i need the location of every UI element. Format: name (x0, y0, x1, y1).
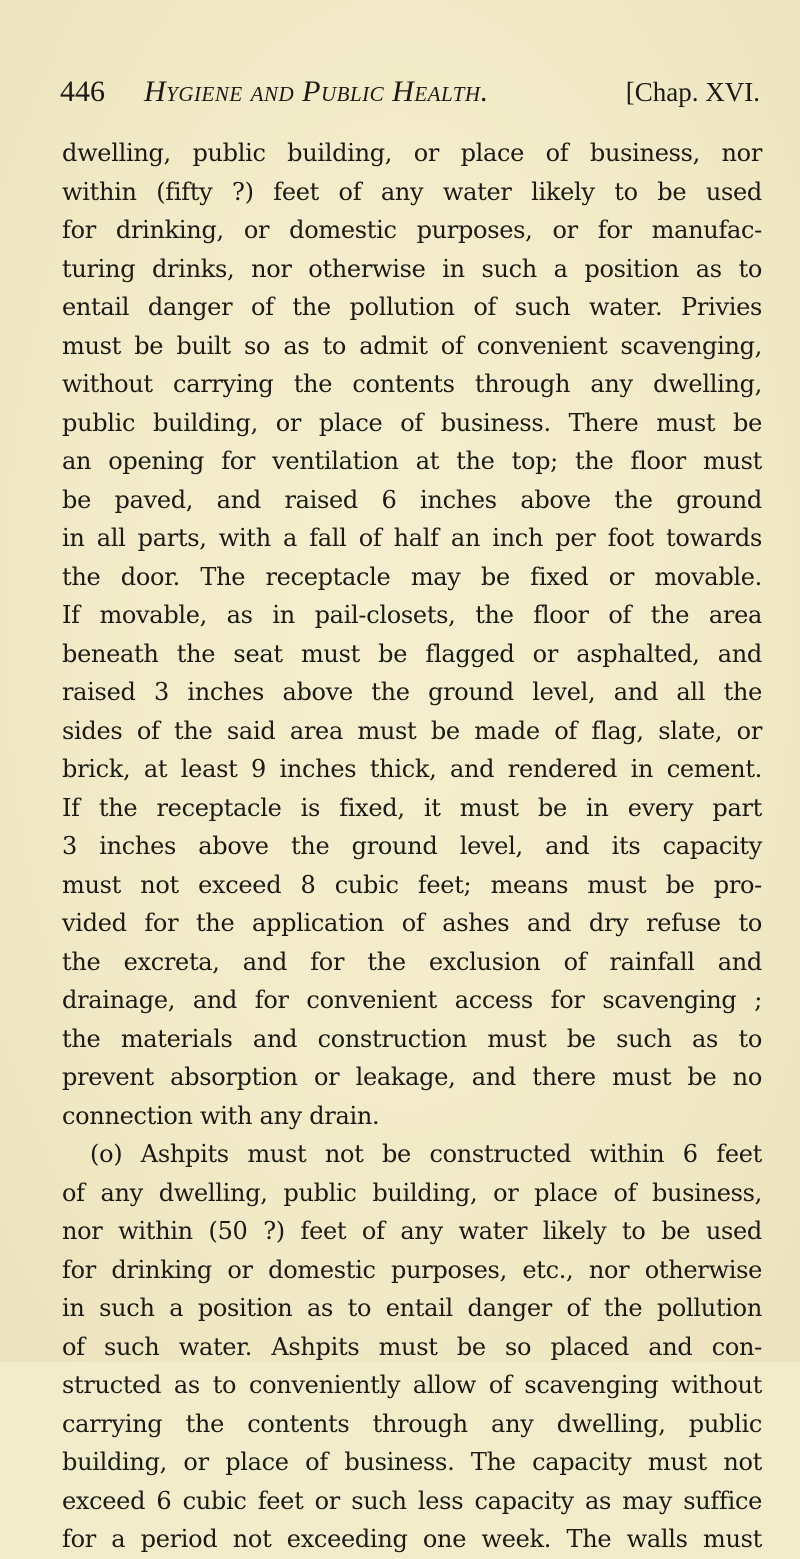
text-line: carrying the contents through any dwelling, public (62, 1409, 762, 1438)
chapter-marker: [Chap. XVI. (625, 77, 760, 107)
text-line: of such water. Ashpits must be so placed and con- (62, 1332, 762, 1361)
text-line: prevent absorption or leakage, and there must be no (62, 1063, 762, 1091)
text-line: drainage, and for convenient access for scavenging ; (62, 986, 762, 1014)
body-text (62, 134, 762, 1559)
text-line: turing drinks, nor otherwise in such a position as to (62, 254, 762, 283)
text-line: an opening for ventilation at the top; the floor must (62, 447, 762, 475)
text-line: connection with any drain. (62, 1101, 380, 1130)
text-line: beneath the seat must be flagged or asphalted, and (62, 639, 762, 668)
text-line: within (fifty ?) feet of any water likely to be used (62, 177, 762, 206)
text-line: the materials and construction must be such as to (62, 1024, 762, 1053)
text-line: must be built so as to admit of convenient scavenging, (62, 331, 762, 360)
text-line: the door. The receptacle may be fixed or movable. (62, 562, 762, 591)
text-line: for drinking or domestic purposes, etc., nor otherwise (62, 1255, 762, 1284)
text-line: must not exceed 8 cubic feet; means must be pro- (62, 870, 762, 899)
running-title: Hygiene and Public Health. (144, 75, 489, 108)
text-line: entail danger of the pollution of such water. Privies (62, 293, 762, 321)
text-line: dwelling, public building, or place of business, nor (62, 139, 762, 167)
text-line: (o) Ashpits must not be constructed within 6 feet (90, 1140, 762, 1168)
running-head (60, 72, 760, 112)
text-line: nor within (50 ?) feet of any water likely to be used (62, 1217, 762, 1245)
text-line: exceed 6 cubic feet or such less capacity as may suffice (62, 1486, 762, 1515)
text-line: for drinking, or domestic purposes, or for manufac- (62, 216, 762, 244)
text-line: without carrying the contents through any dwelling, (62, 370, 762, 398)
text-line: in all parts, with a fall of half an inch per foot towards (62, 524, 762, 552)
text-line: brick, at least 9 inches thick, and rendered in cement. (62, 755, 762, 783)
text-line: vided for the application of ashes and dry refuse to (62, 909, 762, 937)
text-line: If the receptacle is fixed, it must be in every part (62, 793, 762, 822)
text-line: the excreta, and for the exclusion of rainfall and (62, 947, 762, 976)
text-line: be paved, and raised 6 inches above the ground (62, 485, 762, 514)
text-line: sides of the said area must be made of flag, slate, or (62, 716, 762, 745)
page-number: 446 (60, 75, 105, 108)
text-line: public building, or place of business. There must be (62, 408, 762, 437)
text-line: of any dwelling, public building, or place of business, (62, 1178, 762, 1207)
text-line: structed as to conveniently allow of scavenging without (62, 1371, 762, 1399)
text-line: for a period not exceeding one week. The walls must (62, 1525, 762, 1553)
text-line: in such a position as to entail danger of the pollution (62, 1294, 762, 1322)
text-line: building, or place of business. The capacity must not (62, 1448, 762, 1476)
text-line: If movable, as in pail-closets, the floor of the area (62, 601, 762, 629)
text-line: 3 inches above the ground level, and its capacity (62, 832, 762, 860)
text-line: raised 3 inches above the ground level, and all the (62, 678, 762, 706)
